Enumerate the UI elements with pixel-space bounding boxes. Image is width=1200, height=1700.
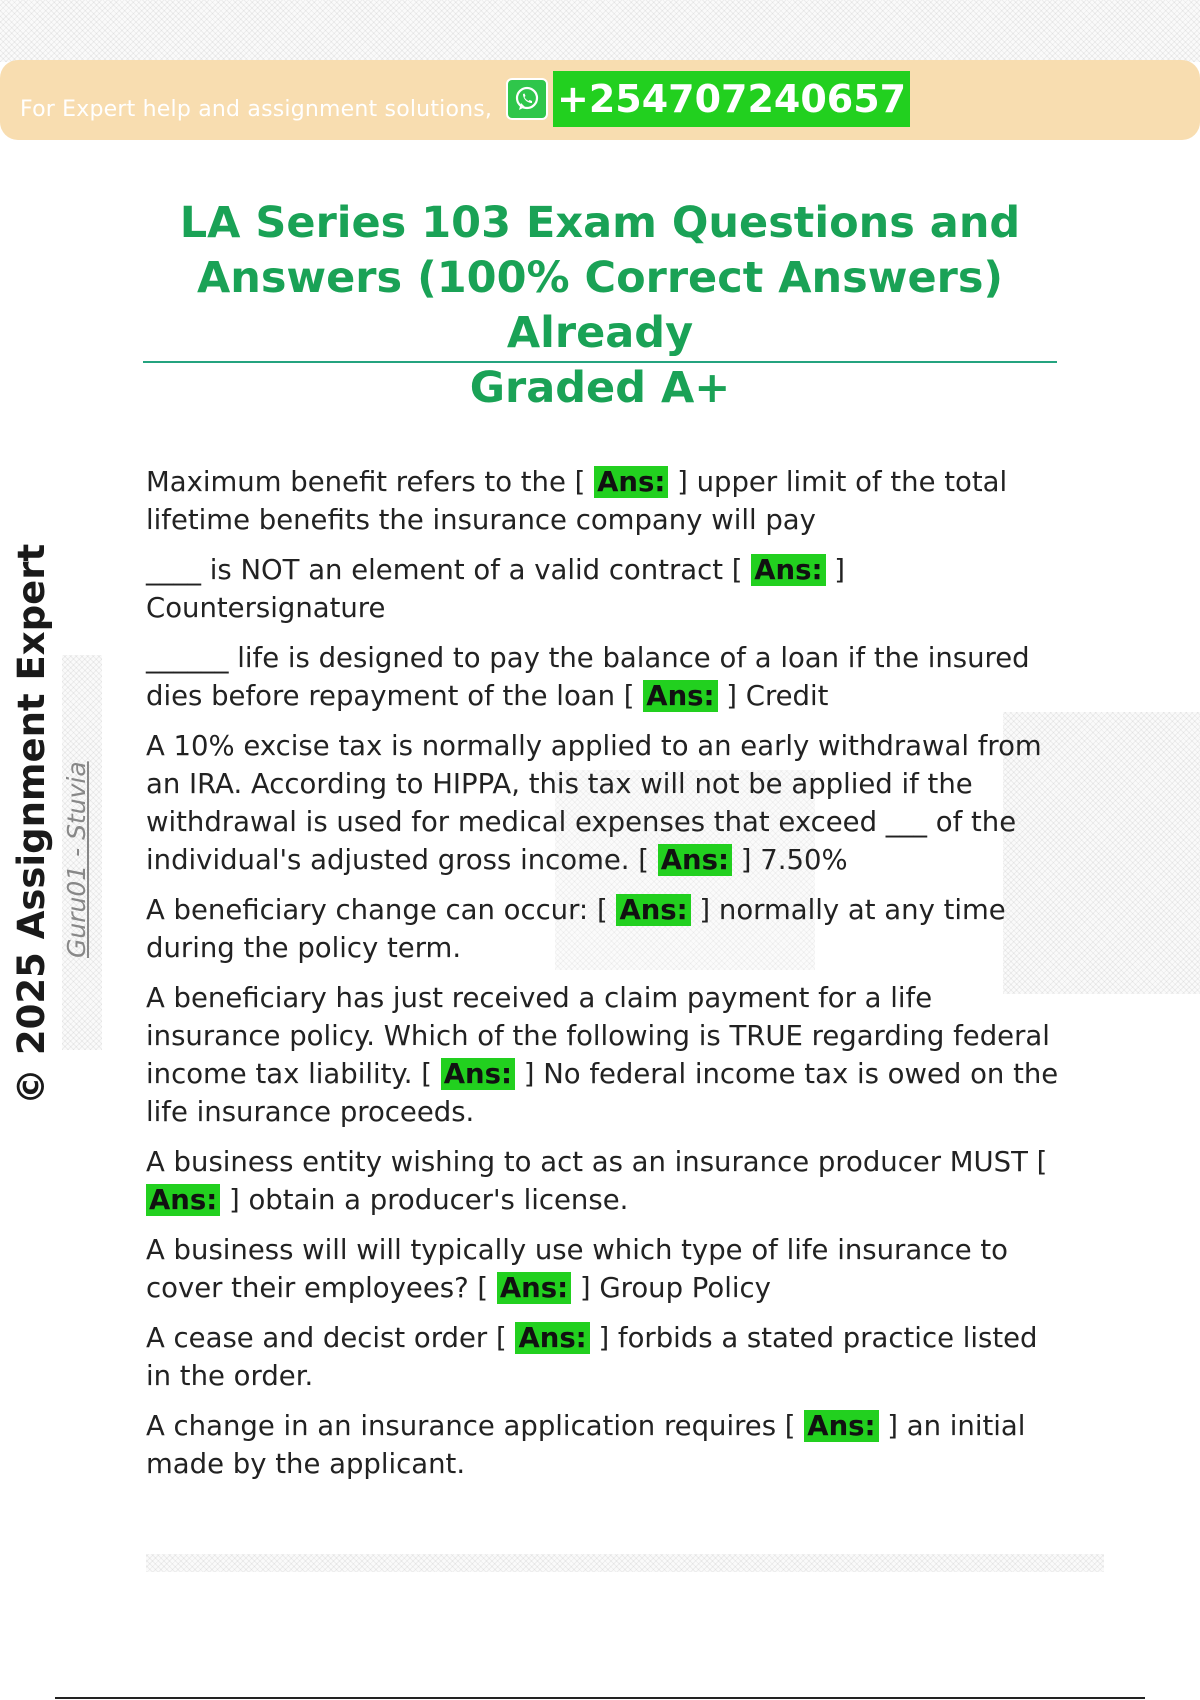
qa-item: [146, 1319, 1061, 1395]
question-text: A 10% excise tax is normally applied to an early withdrawal from an IRA. According to HIPPA, this tax will not be applied if the withdrawal is used for medical expenses that exceed ___ of the individual's adjusted gross income. [: [146, 730, 1042, 876]
answer-label: Ans:: [594, 466, 668, 498]
footer-pattern: [146, 1554, 1104, 1572]
title-line-3: Graded A+: [469, 363, 731, 413]
answer-text: ] 7.50%: [740, 844, 848, 876]
answer-label: Ans:: [751, 554, 825, 586]
question-text: A beneficiary change can occur: [: [146, 894, 608, 926]
question-text: A cease and decist order [: [146, 1322, 507, 1354]
banner-text: For Expert help and assignment solutions,: [20, 97, 493, 122]
answer-label: Ans:: [497, 1272, 571, 1304]
question-text: A beneficiary has just received a claim payment for a life insurance policy. Which of the following is TRUE regarding federal income tax liability. [: [146, 982, 1050, 1090]
phone-number[interactable]: +254707240657: [553, 71, 910, 127]
answer-label: Ans:: [441, 1058, 515, 1090]
title-line-1: LA Series 103 Exam Questions and: [179, 198, 1021, 248]
qa-item: [146, 463, 1061, 539]
qa-item: [146, 1143, 1061, 1219]
question-text: Maximum benefit refers to the [: [146, 466, 586, 498]
question-text: A change in an insurance application requires [: [146, 1410, 796, 1442]
qa-item: [146, 727, 1061, 879]
header-pattern: [0, 0, 1200, 62]
side-watermark-sub: Guru01 - Stuvia: [62, 761, 91, 958]
answer-text: ] No federal income tax is owed on the life insurance proceeds.: [146, 1058, 1059, 1128]
qa-item: [146, 979, 1061, 1131]
whatsapp-icon[interactable]: [506, 78, 548, 120]
footer-rule: [55, 1697, 1145, 1699]
answer-text: ] obtain a producer's license.: [228, 1184, 629, 1216]
qa-item: [146, 1231, 1061, 1307]
answer-text: ] forbids a stated practice listed in the order.: [146, 1322, 1038, 1392]
answer-text: ] Countersignature: [146, 554, 845, 624]
answer-label: Ans:: [515, 1322, 589, 1354]
answer-label: Ans:: [616, 894, 690, 926]
answer-label: Ans:: [804, 1410, 878, 1442]
qa-item: [146, 639, 1061, 715]
question-text: A business will will typically use which type of life insurance to cover their employees? [: [146, 1234, 1008, 1304]
answer-label: Ans:: [658, 844, 732, 876]
answer-text: ] upper limit of the total lifetime benefits the insurance company will pay: [146, 466, 1008, 536]
qa-item: [146, 551, 1061, 627]
answer-text: ] Group Policy: [579, 1272, 771, 1304]
qa-item: [146, 891, 1061, 967]
side-watermark: © 2025 Assignment Expert: [10, 543, 53, 1105]
qa-item: [146, 1407, 1061, 1483]
title-underline: [143, 361, 1057, 363]
answer-label: Ans:: [643, 680, 717, 712]
answer-text: ] an initial made by the applicant.: [146, 1410, 1026, 1480]
question-text: ______ life is designed to pay the balance of a loan if the insured dies before repayment of the loan [: [146, 642, 1030, 712]
answer-text: ] normally at any time during the policy term.: [146, 894, 1006, 964]
answer-text: ] Credit: [726, 680, 829, 712]
answer-label: Ans:: [146, 1184, 220, 1216]
title-line-2: Answers (100% Correct Answers) Already: [196, 253, 1004, 358]
document-title: [100, 196, 1100, 416]
question-text: A business entity wishing to act as an insurance producer MUST [: [146, 1146, 1048, 1178]
question-text: ____ is NOT an element of a valid contract [: [146, 554, 743, 586]
qa-list: [146, 463, 1061, 1495]
